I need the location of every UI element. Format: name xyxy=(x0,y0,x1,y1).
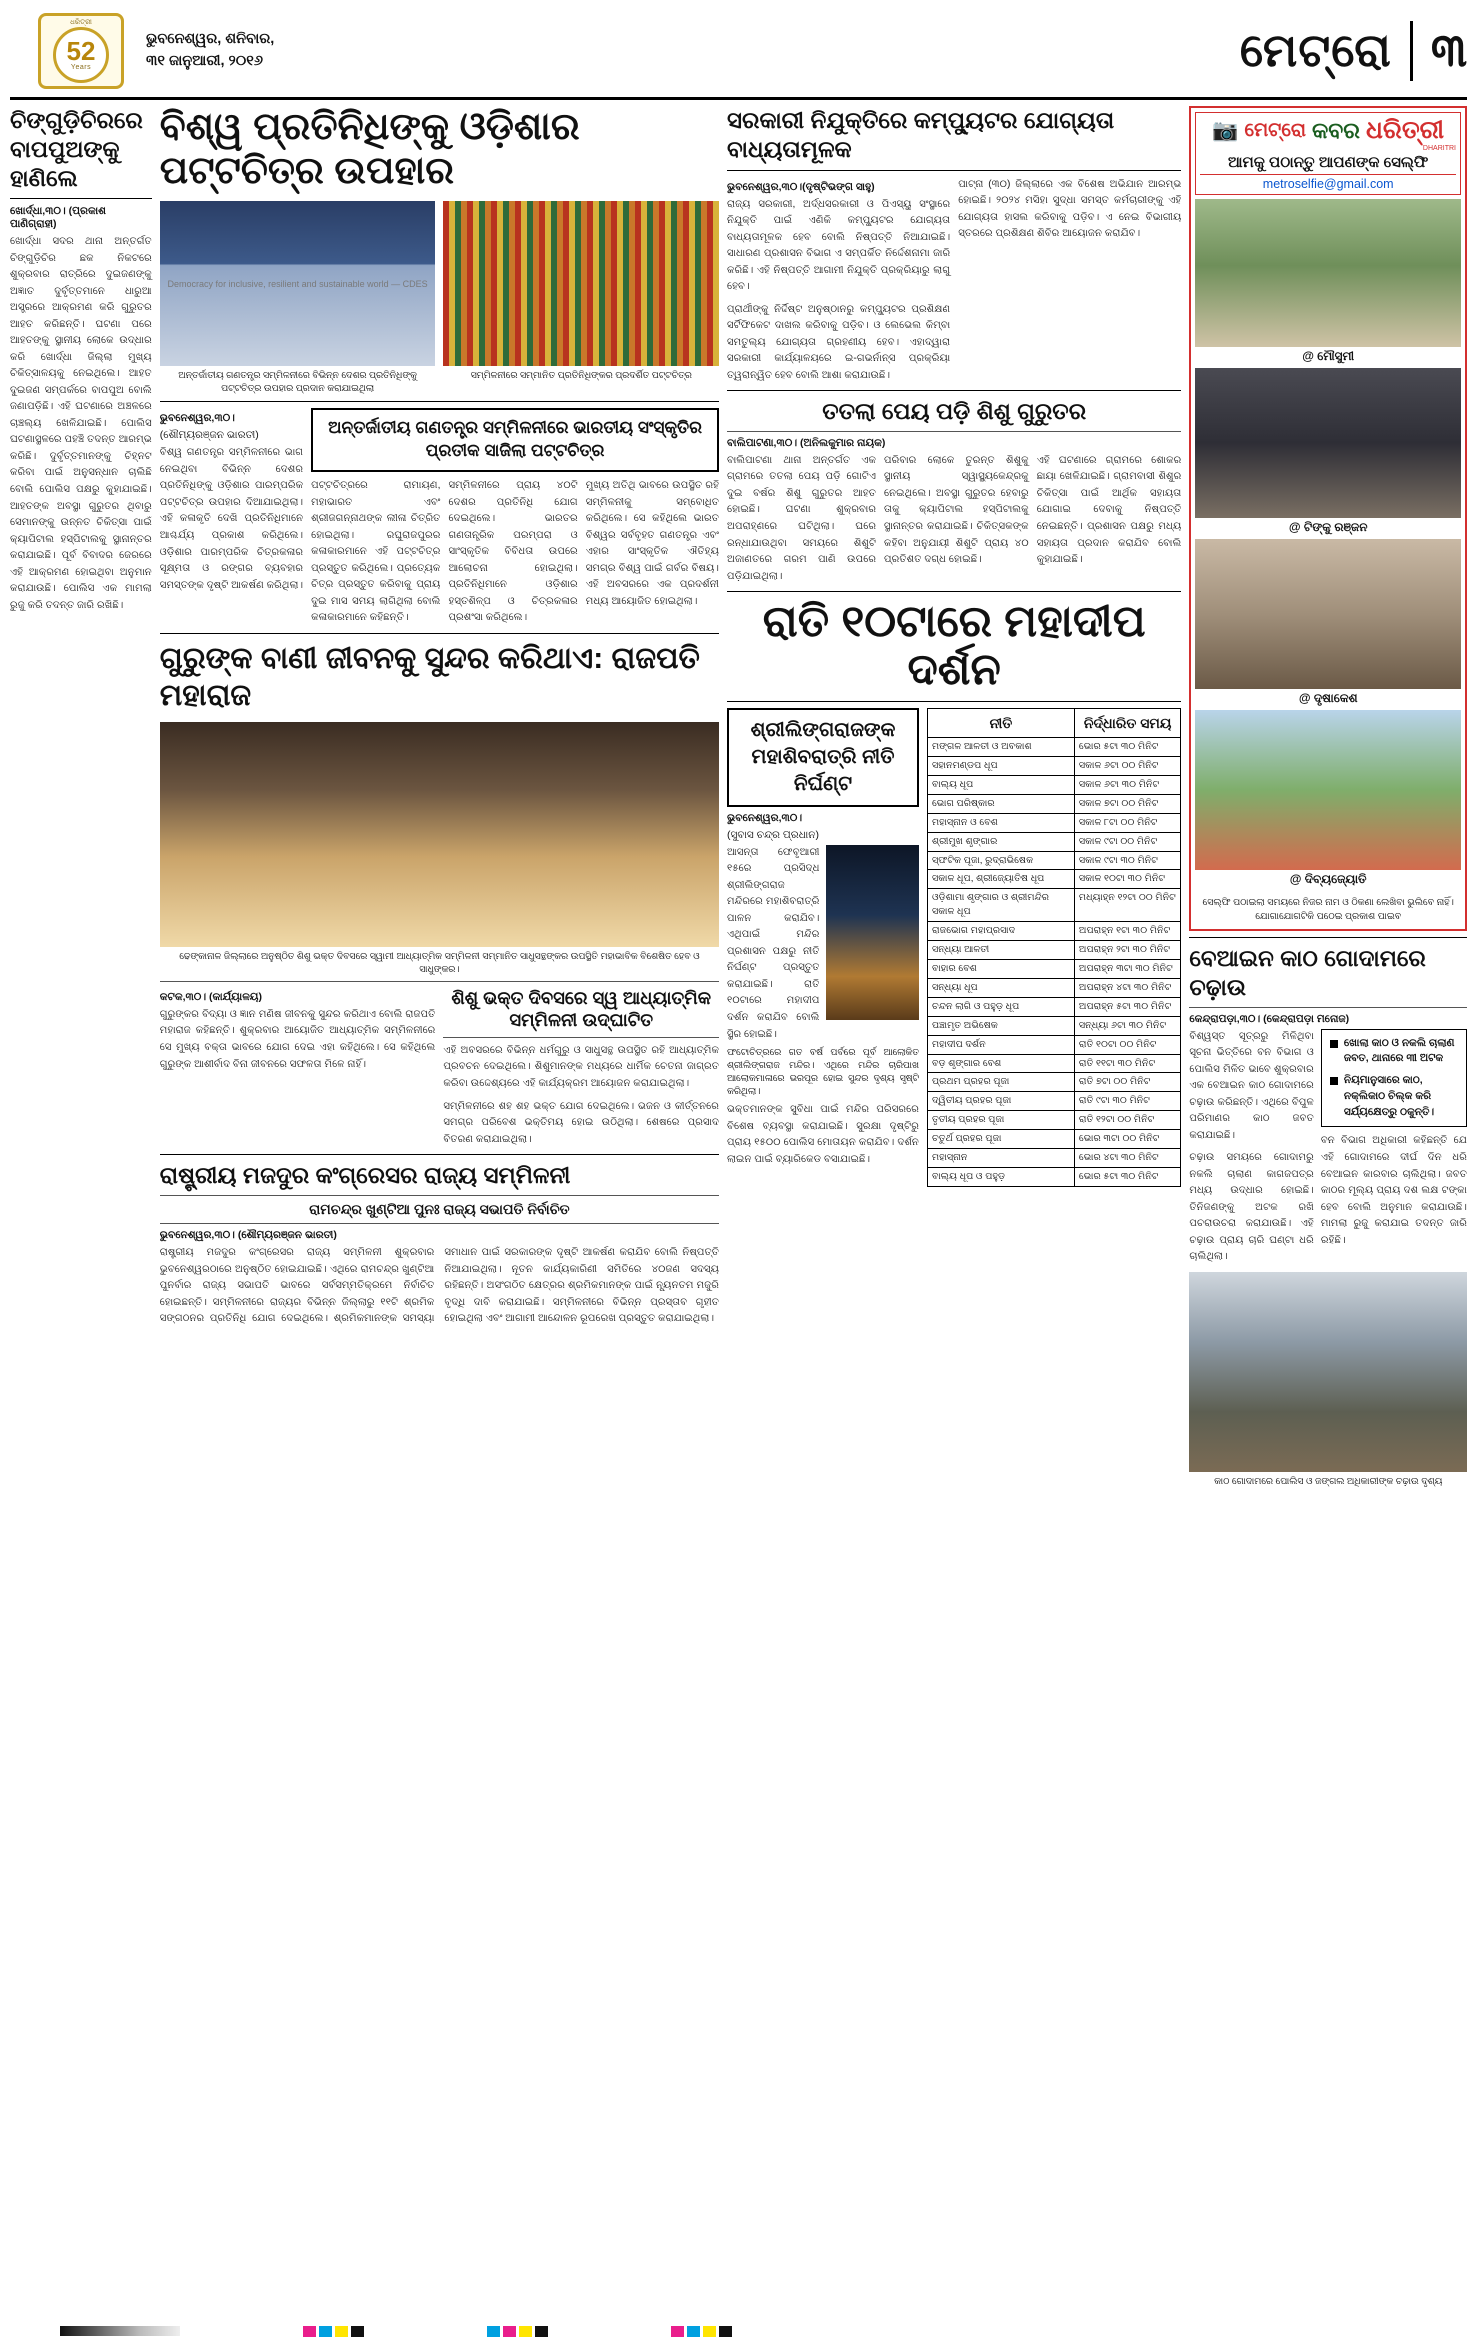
niti-table-row xyxy=(927,1016,1180,1035)
godown-bullet-1: ଖୋଲା କାଠ ଓ ନକଲି ଚାଲାଣ ଜବତ, ଥାନାରେ ୩ୀ ଅଟକ xyxy=(1343,1036,1455,1065)
niti-table-header-time: ନିର୍ଦ୍ଧାରିତ ସମୟ xyxy=(1074,708,1180,737)
mahadeep-headline: ରାତି ୧୦ଟାରେ ମହାଦୀପ ଦର୍ଶନ xyxy=(762,597,1146,695)
column-far-right xyxy=(1189,106,1467,1488)
niti-ritual-cell: ପଞ୍ଚାମୃତ ଅଭିଷେକ xyxy=(927,1016,1074,1035)
niti-ritual-cell: ପ୍ରଥମ ପ୍ରହର ପୂଜା xyxy=(927,1073,1074,1092)
swatch-black xyxy=(535,2326,548,2337)
niti-ritual-cell: ସନ୍ଧ୍ୟା ଧୂପ xyxy=(927,978,1074,997)
mahadeep-dateline-reporter: (ସୁବାସ ଚନ୍ଦ୍ର ପ୍ରଧାନ) xyxy=(727,828,819,841)
niti-time-cell: ରାତି ୧୦ଟା ୦୦ ମିନିଟ xyxy=(1074,1035,1180,1054)
godown-bullet-2: ନିୟମାନୁସାରେ କାଠ, ନକ୍‌ଲିକାଠ ଚିଲ୍‌କ କରି ସର୍ଯ୍ୟକ୍ଷେତ୍ରୁ ଠକୁନ୍ତି। xyxy=(1343,1074,1435,1118)
niti-time-cell: ସକାଳ ୯ଟା ୩୦ ମିନିଟ xyxy=(1074,851,1180,870)
niti-time-cell: ରାତି ୯ଟା ୩୦ ମିନିଟ xyxy=(1074,1092,1180,1111)
niti-time-cell: ଅପରାହ୍ନ ୨ଟା ୩୦ ମିନିଟ xyxy=(1074,941,1180,960)
guru-photo-caption: ଢେଙ୍କାନାଳ ଜିଲ୍ଲାରେ ଅନୁଷ୍ଠିତ ଶିଶୁ ଭକ୍ତ ଦିବସରେ ସ୍ୱାମୀ ଆଧ୍ୟାତ୍ମିକ ସମ୍ମିଳନୀ ସମ୍ମାନିତ ସାଧୁସନ୍ଥଙ୍କର ଉପସ୍ଥିତି ମହାଭାବିକ ବିଶେଷିତ ହେବ ଓ ସାଧୁଙ୍କର। xyxy=(179,950,700,974)
godown-bullet-box xyxy=(1321,1029,1467,1128)
niti-ritual-cell: ବାଲ୍ୟ ଧୂପ xyxy=(927,775,1074,794)
mahadeep-photo-caption: ଫଟୋଚିତ୍ରରେ ଗତ ବର୍ଷ ପର୍ବରେ ପୂର୍ବ ଆଲୋକିତ ଶ୍ରୀଲିଙ୍ଗରାଜ ମନ୍ଦିର। ଏଥିରେ ମନ୍ଦିର ଚାରିପାଖ ଆଲୋକମାଳାରେ ଭରପୂର ହୋଇ ସୁନ୍ଦର ଦୃଶ୍ୟ ସୃଷ୍ଟି କରିଥିଲା। xyxy=(727,1047,919,1097)
govtjob-dateline: ଭୁବନେଶ୍ୱର,୩୦।(ଦୃଷ୍ଟିଭଙ୍ଗ ସାହୁ) xyxy=(727,180,875,193)
selfie-photo-2 xyxy=(1195,368,1461,518)
swatch-yellow xyxy=(519,2326,532,2337)
selfie-header xyxy=(1195,112,1461,195)
niti-table-row xyxy=(927,794,1180,813)
niti-ritual-cell: ସ୍ଫଟିକ ପୂଜା, ରୁଦ୍ରାଭିଷେକ xyxy=(927,851,1074,870)
swatch-yellow xyxy=(703,2326,716,2337)
child-col-1: ବାଲିପାଟଣା ଥାନା ଅନ୍ତର୍ଗତ ଏକ ଗ୍ରାମରେ ତତଲା ପେୟ ପଡ଼ି ଗୋଟିଏ ଦୁଇ ବର୍ଷର ଶିଶୁ ଗୁରୁତର ଆହତ ହୋଇଛି। ଘଟଣା ଶୁକ୍ରବାର ଅପରାହ୍ଣରେ ଘଟିଥିଲା। ଘରେ ରନ୍ଧାଯାଉଥିବା ସମୟରେ ଶିଶୁଟି ଅଜାଣତରେ ଗରମ ପାଣି ଉପରେ ପଡ଼ିଯାଇଥିଲା। xyxy=(727,454,877,582)
niti-ritual-cell: ମହାଦୀପ ଦର୍ଶନ xyxy=(927,1035,1074,1054)
section-title: ମେଟ୍ରୋ xyxy=(1239,23,1392,76)
congress-sub-headline: ରାମଚନ୍ଦ୍ର ଖୁଣ୍ଟିଆ ପୁନଃ ରାଜ୍ୟ ସଭାପତି ନିର୍ବାଚିତ xyxy=(309,1200,570,1217)
child-dateline: ବାଲିପାଟଣା,୩୦। (ଅନିଲକୁମାର ନାୟକ) xyxy=(727,436,886,449)
niti-time-cell: ଭୋର ୫ଟା ୩୦ ମିନିଟ xyxy=(1074,1167,1180,1186)
godown-col-3: ବନ ବିଭାଗ ଅଧିକାରୀ କହିଛନ୍ତି ଯେ ଏହି ଗୋଦାମରେ ଦୀର୍ଘ ଦିନ ଧରି ବେଆଇନ କାରବାର ଚାଲିଥିଲା। ଜବତ କାଠର ମୂଲ୍ୟ ପ୍ରାୟ ଦଶ ଲକ୍ଷ ଟଙ୍କା ହେବ ବୋଲି ଅନୁମାନ କରାଯାଉଛି। ମାମଲା ରୁଜୁ କରାଯାଇ ତଦନ୍ତ ଜାରି ରହିଛି। xyxy=(1320,1135,1467,1246)
niti-ritual-cell: ସକାଳ ଧୂପ, ଶ୍ରୀଜ୍ୟୋତିଷ ଧୂପ xyxy=(927,870,1074,889)
lead-photo-conference-alt: Democracy for inclusive, resilient and sustainable world — CDES xyxy=(167,278,428,289)
lead-col-3: ସମ୍ମିଳନୀରେ ପ୍ରାୟ ୪୦ଟି ଦେଶର ପ୍ରତିନିଧି ଯୋଗ ଦେଇଥିଲେ। ଭାରତର ଗଣତାନ୍ତ୍ରିକ ପରମ୍ପରା ଓ ସାଂସ୍କୃତିକ ବିବିଧତା ଉପରେ ଆଲୋଚନା ହୋଇଥିଲା। ପ୍ରତିନିଧିମାନେ ଓଡ଼ିଶାର ହସ୍ତଶିଳ୍ପ ଓ ଚିତ୍ରକଳାର ପ୍ରଶଂସା କରିଥିଲେ। xyxy=(448,480,578,624)
mahadeep-dateline: ଭୁବନେଶ୍ୱର,୩୦। xyxy=(727,811,803,824)
camera-icon: 📷 xyxy=(1212,118,1239,142)
niti-ritual-cell: ଦ୍ୱିତୀୟ ପ୍ରହର ପୂଜା xyxy=(927,1092,1074,1111)
lead-text-block xyxy=(160,408,719,627)
page-number: ୩ xyxy=(1430,23,1467,76)
niti-time-cell: ମଧ୍ୟାହ୍ନ ୧୨ଟା ୦୦ ମିନିଟ xyxy=(1074,889,1180,922)
lead-photo1-caption: ଅନ୍ତର୍ଜାତୀୟ ଗଣତନ୍ତ୍ର ସମ୍ମିଳନୀରେ ବିଭିନ୍ନ ଦେଶର ପ୍ରତିନିଧିଙ୍କୁ ପଟ୍ଟଚିତ୍ର ଉପହାର ପ୍ରଦାନ କରାଯାଇଥିଲା xyxy=(178,370,417,394)
lead-col-2: ପଟ୍ଟଚିତ୍ରରେ ରାମାୟଣ, ମହାଭାରତ ଏବଂ ଶ୍ରୀଜଗନ୍ନାଥଙ୍କ ଲୀଳା ଚିତ୍ରିତ ହୋଇଥିଲା। ରଘୁରାଜପୁରର କଳାକାରମାନେ ଏହି ପଟ୍ଟଚିତ୍ର ପ୍ରସ୍ତୁତ କରିଥିଲେ। ପ୍ରତ୍ୟେକ ଚିତ୍ର ପ୍ରସ୍ତୁତ କରିବାକୁ ପ୍ରାୟ ଦୁଇ ମାସ ସମୟ ଲାଗିଥିଲା ବୋଲି କଳାକାରମାନେ କହିଛନ୍ତି। xyxy=(311,480,441,624)
swatch-cyan xyxy=(687,2326,700,2337)
selfie-name-4: @ ଦିବ୍ୟଜ୍ୟୋତି xyxy=(1289,872,1367,886)
niti-ritual-cell: ମହାସ୍ନାନ xyxy=(927,1149,1074,1168)
niti-table-header-ritual: ନୀତି xyxy=(927,708,1074,737)
niti-ritual-cell: ସନ୍ଧ୍ୟା ଆଳତୀ xyxy=(927,941,1074,960)
niti-ritual-cell: ସହାନମଣ୍ଡପ ଧୂପ xyxy=(927,757,1074,776)
niti-ritual-cell: ଓଡ଼ିଶାମା ଶୃଙ୍ଗାର ଓ ଶ୍ରୀମନ୍ଦିର ସକାଳ ଧୂପ xyxy=(927,889,1074,922)
logo-years: 52 xyxy=(66,36,96,66)
govtjob-col-2: ପ୍ରାର୍ଥୀଙ୍କୁ ନିର୍ଦ୍ଦିଷ୍ଟ ଅନୁଷ୍ଠାନରୁ କମ୍ପ୍ୟୁଟର ପ୍ରଶିକ୍ଷଣ ସର୍ଟିଫିକେଟ ଦାଖଲ କରିବାକୁ ପଡ଼ିବ। ଓ ଲେଭେଲ କିମ୍ବା ସମତୁଲ୍ୟ ଯୋଗ୍ୟତା ଗ୍ରହଣୀୟ ହେବ। ଏହାଦ୍ୱାରା ସରକାରୀ କାର୍ଯ୍ୟାଳୟରେ ଇ-ଗଭର୍ନାନ୍ସ ପ୍ରକ୍ରିୟା ତ୍ୱରାନ୍ୱିତ ହେବ ବୋଲି ଆଶା କରାଯାଉଛି। xyxy=(727,303,951,381)
niti-time-cell: ସକାଳ ୬ଟା ୦୦ ମିନିଟ xyxy=(1074,757,1180,776)
masthead-place: ଭୁବନେଶ୍ୱର, ଶନିବାର, xyxy=(146,30,275,47)
selfie-photo-1 xyxy=(1195,199,1461,347)
godown-photo xyxy=(1189,1272,1467,1472)
niti-time-cell: ସକାଳ ୧୦ଟା ୩୦ ମିନିଟ xyxy=(1074,870,1180,889)
niti-table-row xyxy=(927,870,1180,889)
story-chingudichira-headline: ଚିଙ୍ଗୁଡ଼ିଚିରରେ ବାପପୁଅଙ୍କୁ ହାଣିଲେ xyxy=(10,107,143,191)
niti-table-row xyxy=(927,978,1180,997)
niti-table-row xyxy=(927,757,1180,776)
selfie-photo-3 xyxy=(1195,539,1461,689)
niti-ritual-cell: ଭୋଗ ପରିଷ୍କାର xyxy=(927,794,1074,813)
child-col-3: ଏହି ଘଟଣାରେ ଗ୍ରାମରେ ଶୋକର ଛାୟା ଖେଳିଯାଇଛି। ଗ୍ରାମବାସୀ ଶିଶୁର ଚିକିତ୍ସା ପାଇଁ ଆର୍ଥିକ ସହାୟତା ଯୋଗାଇ ଦେବାକୁ ନିଷ୍ପତ୍ତି ନେଇଛନ୍ତି। ପ୍ରଶାସନ ପକ୍ଷରୁ ମଧ୍ୟ ସହାୟତା ପ୍ରଦାନ କରାଯିବ ବୋଲି କୁହାଯାଇଛି। xyxy=(1036,454,1182,566)
color-swatches-3 xyxy=(668,2326,732,2337)
selfie-note: ସେଲ୍‌ଫି ପଠାଇଲା ସମୟରେ ନିଜର ନାମ ଓ ଠିକଣା ଲେଖିବା ଭୁଲିବେ ନାହିଁ। ଯୋଗାଯୋଗଟିକି ପଠେଇ ପ୍ରକାଶ ପାଇବ xyxy=(1202,896,1454,922)
guru-body-3: ସମ୍ମିଳନୀରେ ଶହ ଶହ ଭକ୍ତ ଯୋଗ ଦେଇଥିଲେ। ଭଜନ ଓ କୀର୍ତ୍ତନରେ ସମଗ୍ର ପରିବେଶ ଭକ୍ତିମୟ ହୋଇ ଉଠିଥିଲା। ଶେଷରେ ପ୍ରସାଦ ବିତରଣ କରାଯାଇଥିଲା। xyxy=(443,1100,720,1145)
niti-table-row xyxy=(927,832,1180,851)
niti-time-cell: ସକାଳ ୭ଟା ୦୦ ମିନିଟ xyxy=(1074,794,1180,813)
godown-headline: ବେଆଇନ କାଠ ଗୋଦାମରେ ଚଢ଼ାଉ xyxy=(1189,945,1426,1000)
niti-table-row xyxy=(927,775,1180,794)
lead-photo-conference xyxy=(160,201,436,366)
swatch-black xyxy=(351,2326,364,2337)
congress-dateline: ଭୁବନେଶ୍ୱର,୩୦। (ଶୌମ୍ୟରଞ୍ଜନ ଭାରତୀ) xyxy=(159,1229,337,1242)
niti-ritual-cell: ମଙ୍ଗଳ ଆଳତୀ ଓ ଅବକାଶ xyxy=(927,738,1074,757)
child-col-2: ପରିବାର ଲୋକେ ତୁରନ୍ତ ଶିଶୁକୁ ସ୍ଥାନୀୟ ସ୍ୱାସ୍ଥ୍ୟକେନ୍ଦ୍ରକୁ ନେଇଥିଲେ। ଅବସ୍ଥା ଗୁରୁତର ହେବାରୁ ତାକୁ କ୍ୟାପିଟାଲ ହସ୍ପିଟାଲକୁ ସ୍ଥାନାନ୍ତର କରାଯାଇଛି। ଚିକିତ୍ସକଙ୍କ କହିବା ଅନୁଯାୟୀ ଶିଶୁଟି ପ୍ରାୟ ୪୦ ପ୍ରତିଶତ ଦଗ୍ଧ ହୋଇଛି। xyxy=(884,454,1029,566)
swatch-black xyxy=(719,2326,732,2337)
niti-time-cell: ଅପରାହ୍ନ ୩ଟା ୩୦ ମିନିଟ xyxy=(1074,960,1180,979)
guru-photo xyxy=(160,722,719,947)
niti-time-cell: ରାତି ୭ଟା ୦୦ ମିନିଟ xyxy=(1074,1073,1180,1092)
niti-table-row xyxy=(927,1111,1180,1130)
niti-table-row xyxy=(927,997,1180,1016)
guru-body-2: ଏହି ଅବସରରେ ବିଭିନ୍ନ ଧର୍ମଗୁରୁ ଓ ସାଧୁସନ୍ଥ ଉପସ୍ଥିତ ରହି ଆଧ୍ୟାତ୍ମିକ ପ୍ରବଚନ ଦେଇଥିଲେ। ଶିଶୁମାନଙ୍କ ମଧ୍ୟରେ ଧାର୍ମିକ ଚେତନା ଜାଗ୍ରତ କରିବା ଉଦ୍ଦେଶ୍ୟରେ ଏହି କାର୍ଯ୍ୟକ୍ରମ ଆୟୋଜନ କରାଯାଇଥିଲା। xyxy=(443,1044,720,1089)
niti-time-cell: ଭୋର ୩ଟା ୦୦ ମିନିଟ xyxy=(1074,1130,1180,1149)
niti-ritual-cell: ଶ୍ରୀମୁଖ ଶୃଙ୍ଗାର xyxy=(927,832,1074,851)
lead-photo-row xyxy=(160,201,719,395)
metro-selfie-panel xyxy=(1189,106,1467,931)
column-center-right xyxy=(727,106,1181,1488)
print-registration-bar xyxy=(0,2323,1477,2339)
lead-dateline: ଭୁବନେଶ୍ୱର,୩୦। xyxy=(159,412,235,425)
lead-box-headline: ଅନ୍ତର୍ଜାତୀୟ ଗଣତନ୍ତ୍ର ସମ୍ମିଳନୀରେ ଭାରତୀୟ ସଂସ୍କୃତିର ପ୍ରତୀକ ସାଜିଲା ପଟ୍ଟଚିତ୍ର xyxy=(311,408,719,472)
niti-table-row xyxy=(927,960,1180,979)
guru-headline: ଗୁରୁଙ୍କ ବାଣୀ ଜୀବନକୁ ସୁନ୍ଦର କରିଥାଏ: ରାଜପତି ମହାରାଜ xyxy=(159,641,700,713)
govtjob-col-1: ରାଜ୍ୟ ସରକାରୀ, ଅର୍ଦ୍ଧସରକାରୀ ଓ ପିଏସ୍‌ୟୁ ସଂସ୍ଥାରେ ନିଯୁକ୍ତି ପାଇଁ ଏଣିକି କମ୍ପ୍ୟୁଟର ଯୋଗ୍ୟତା ବାଧ୍ୟତାମୂଳକ ହେବ ବୋଲି ନିଷ୍ପତ୍ତି ନିଆଯାଇଛି। ସାଧାରଣ ପ୍ରଶାସନ ବିଭାଗ ଏ ସମ୍ପର୍କିତ ନିର୍ଦ୍ଦେଶନାମା ଜାରି କରିଛି। ଏହି ନିଷ୍ପତ୍ତି ଆଗାମୀ ନିଯୁକ୍ତି ପ୍ରକ୍ରିୟାରୁ ଲାଗୁ ହେବ। xyxy=(727,198,951,293)
niti-time-cell: ସକାଳ ୬ଟା ୩୦ ମିନିଟ xyxy=(1074,775,1180,794)
masthead-date: ୩୧ ଜାନୁଆରୀ, ୨୦୧୬ xyxy=(146,52,263,69)
mahadeep-body-1: ଆସନ୍ତା ଫେବୃଆରୀ ୧୫ରେ ପ୍ରସିଦ୍ଧ ଶ୍ରୀଲିଙ୍ଗରାଜ ମନ୍ଦିରରେ ମହାଶିବରାତ୍ରି ପାଳନ କରାଯିବ। ଏଥିପାଇଁ ମନ୍ଦିର ପ୍ରଶାସନ ପକ୍ଷରୁ ନୀତି ନିର୍ଘଣ୍ଟ ପ୍ରସ୍ତୁତ କରାଯାଇଛି। ରାତି ୧୦ଟାରେ ମହାଦୀପ ଦର୍ଶନ କରାଯିବ ବୋଲି ସ୍ଥିର ହୋଇଛି। xyxy=(727,846,820,1040)
lead-col-1: ବିଶ୍ୱ ଗଣତନ୍ତ୍ର ସମ୍ମିଳନୀରେ ଭାଗ ନେଇଥିବା ବିଭିନ୍ନ ଦେଶର ପ୍ରତିନିଧିଙ୍କୁ ଓଡ଼ିଶାର ପାରମ୍ପରିକ ପଟ୍ଟଚିତ୍ର ଉପହାର ଦିଆଯାଇଥିଲା। ଏହି କଳାକୃତି ଦେଖି ପ୍ରତିନିଧିମାନେ ଆଶ୍ଚର୍ଯ୍ୟ ପ୍ରକାଶ କରିଥିଲେ। ଓଡ଼ିଶାର ପାରମ୍ପରିକ ଚିତ୍ରକଳାର ସୂକ୍ଷ୍ମତା ଓ ରଙ୍ଗର ବ୍ୟବହାର ସମସ୍ତଙ୍କ ଦୃଷ୍ଟି ଆକର୍ଷଣ କରିଥିଲା। xyxy=(159,447,304,591)
child-headline: ତତଲା ପେୟ ପଡ଼ି ଶିଶୁ ଗୁରୁତର xyxy=(822,398,1087,425)
logo-ring xyxy=(53,27,109,83)
niti-table-row xyxy=(927,1092,1180,1111)
godown-dateline: କେନ୍ଦ୍ରାପଡ଼ା,୩୦। (କେନ୍ଦ୍ରାପଡ଼ା ମନୋଜ) xyxy=(1189,1012,1350,1025)
niti-table-row xyxy=(927,1073,1180,1092)
niti-table-row xyxy=(927,1054,1180,1073)
selfie-email[interactable]: metroselfie@gmail.com xyxy=(1200,174,1456,191)
lead-dateline-reporter: (ଶୌମ୍ୟରଞ୍ଜନ ଭାରତୀ) xyxy=(159,429,259,442)
story-chingudichira-body: ଖୋର୍ଦ୍ଧା ସଦର ଥାନା ଅନ୍ତର୍ଗତ ଚିଙ୍ଗୁଡ଼ିଚିର ଛକ ନିକଟରେ ଶୁକ୍ରବାର ରାତ୍ରିରେ ଦୁଇଜଣଙ୍କୁ ଅଜ୍ଞାତ ଦୁର୍ବୃତ୍ତମାନେ ଧାରୁଆ ଅସ୍ତ୍ରରେ ଆକ୍ରମଣ କରି ଗୁରୁତର ଆହତ କରିଛନ୍ତି। ଘଟଣା ପରେ ଆହତଙ୍କୁ ସ୍ଥାନୀୟ ଲୋକେ ଉଦ୍ଧାର କରି ଖୋର୍ଦ୍ଧା ଜିଲ୍ଲା ମୁଖ୍ୟ ଚିକିତ୍ସାଳୟକୁ ନେଇଥିଲେ। ଆହତ ଦୁଇଜଣ ସମ୍ପର୍କରେ ବାପପୁଅ ବୋଲି ଜଣାପଡ଼ିଛି। ଏହି ଘଟଣାରେ ଅଞ୍ଚଳରେ ଚାଞ୍ଚଲ୍ୟ ଖେଳିଯାଇଛି। ପୋଲିସ ଘଟଣାସ୍ଥଳରେ ପହଞ୍ଚି ତଦନ୍ତ ଆରମ୍ଭ କରିଛି। ଦୁର୍ବୃତ୍ତମାନଙ୍କୁ ଚିହ୍ନଟ କରିବା ପାଇଁ ଅନୁସନ୍ଧାନ ଚାଲିଛି ବୋଲି ପୋଲିସ ପକ୍ଷରୁ କୁହାଯାଇଛି। ଆହତଙ୍କ ଅବସ୍ଥା ଗୁରୁତର ଥିବାରୁ ସେମାନଙ୍କୁ ଉନ୍ନତ ଚିକିତ୍ସା ପାଇଁ କ୍ୟାପିଟାଲ ହସ୍ପିଟାଲକୁ ସ୍ଥାନାନ୍ତର କରାଯାଇଛି। ପୂର୍ବ ବିବାଦର ଜେରରେ ଏହି ଆକ୍ରମଣ ହୋଇଥିବା ଅନୁମାନ କରାଯାଉଛି। ପୋଲିସ ଏକ ମାମଲା ରୁଜୁ କରି ତଦନ୍ତ ଜାରି ରଖିଛି। xyxy=(10,236,152,611)
bullet-square-icon xyxy=(1330,1040,1338,1048)
govtjob-col-3: ପାଟ୍‌ନା (୩୦) ଜିଲ୍ଲାରେ ଏକ ବିଶେଷ ଅଭିଯାନ ଆରମ୍ଭ ହୋଇଛି। ୨୦୨୪ ମସିହା ସୁଦ୍ଧା ସମସ୍ତ କର୍ମଚାରୀଙ୍କୁ ଏହି ଯୋଗ୍ୟତା ହାସଲ କରିବାକୁ ପଡ଼ିବ। ଏ ନେଇ ବିଭାଗୀୟ ସ୍ତରରେ ପ୍ରଶିକ୍ଷଣ ଶିବିର ଆୟୋଜନ କରାଯିବ। xyxy=(958,178,1182,240)
niti-ritual-cell: ବାହାର ବେଶ xyxy=(927,960,1074,979)
swatch-yellow xyxy=(335,2326,348,2337)
niti-time-cell: ସକାଳ ୮ଟା ୦୦ ମିନିଟ xyxy=(1074,813,1180,832)
logo-top-text: ଧରିତ୍ରୀ xyxy=(70,18,92,26)
niti-ritual-cell: ମହାସ୍ନାନ ଓ ବେଶ xyxy=(927,813,1074,832)
niti-time-cell: ଭୋର ୪ଟା ୩୦ ମିନିଟ xyxy=(1074,1149,1180,1168)
niti-time-cell: ଅପରାହ୍ନ ୫ଟା ୩୦ ମିନିଟ xyxy=(1074,997,1180,1016)
column-left xyxy=(10,106,152,1488)
niti-table-row xyxy=(927,851,1180,870)
guru-sub-headline: ଶିଶୁ ଭକ୍ତ ଦିବସରେ ସ୍ୱ ଆଧ୍ୟାତ୍ମିକ ସମ୍ମିଳନୀ ଉଦ୍‌ଘାଟିତ xyxy=(451,987,712,1031)
page-body xyxy=(10,106,1467,1488)
niti-table-row xyxy=(927,922,1180,941)
niti-time-cell: ସନ୍ଧ୍ୟା ୬ଟା ୩୦ ମିନିଟ xyxy=(1074,1016,1180,1035)
selfie-brand-kobor: କବର xyxy=(1311,117,1360,143)
niti-table-row xyxy=(927,1167,1180,1186)
swatch-magenta xyxy=(503,2326,516,2337)
logo-years-label: Years xyxy=(70,64,92,71)
lead-photo-pattachitra xyxy=(443,201,719,366)
selfie-name-2: @ ଟିଙ୍କୁ ରଞ୍ଜନ xyxy=(1288,520,1368,534)
niti-table-row xyxy=(927,813,1180,832)
mahadeep-photo-temple xyxy=(826,845,918,1020)
publication-logo xyxy=(38,13,124,89)
godown-col-2: ଚଢ଼ାଉ ସମୟରେ ଗୋଦାମରୁ ନକଲି ଚାଲାଣ କାଗଜପତ୍ର ମଧ୍ୟ ଉଦ୍ଧାର ହୋଇଛି। ତିନିଜଣଙ୍କୁ ଅଟକ ରଖି ପଚରାଉଚରା କରାଯାଉଛି। ଏହି ଚଢ଼ାଉ ପ୍ରାୟ ଚାରି ଘଣ୍ଟା ଧରି ଚାଲିଥିଲା। xyxy=(1189,1152,1314,1263)
selfie-entry xyxy=(1195,368,1461,539)
govtjob-headline: ସରକାରୀ ନିଯୁକ୍ତିରେ କମ୍ପ୍ୟୁଟର ଯୋଗ୍ୟତା ବାଧ୍ୟତାମୂଳକ xyxy=(727,107,1115,162)
selfie-entry xyxy=(1195,710,1461,891)
niti-table-row xyxy=(927,1130,1180,1149)
niti-ritual-cell: ଚନ୍ଦନ ଲାଗି ଓ ପହୁଡ଼ ଧୂପ xyxy=(927,997,1074,1016)
guru-body-1: ଗୁରୁଙ୍କର ବିଦ୍ୟା ଓ ଜ୍ଞାନ ମଣିଷ ଜୀବନକୁ ସୁନ୍ଦର କରିଥାଏ ବୋଲି ରାଜପତି ମହାରାଜ କହିଛନ୍ତି। ଶୁକ୍ରବାର ଆୟୋଜିତ ଆଧ୍ୟାତ୍ମିକ ସମ୍ମିଳନୀରେ ସେ ମୁଖ୍ୟ ବକ୍ତା ଭାବରେ ଯୋଗ ଦେଇ ଏହା କହିଥିଲେ। ସେ କହିଥିଲେ ଗୁରୁଙ୍କ ଆଶୀର୍ବାଦ ବିନା ଜୀବନରେ ସଫଳତା ମିଳେ ନାହିଁ। xyxy=(159,1008,436,1070)
bullet-square-icon xyxy=(1330,1077,1338,1085)
niti-ritual-cell: ରାଜଭୋଗ ମହାପ୍ରସାଦ xyxy=(927,922,1074,941)
selfie-brand-metro: ମେଟ୍ରୋ xyxy=(1244,119,1306,141)
selfie-name-3: @ ଦୃଷାକେଶ xyxy=(1298,691,1358,705)
congress-headline: ରାଷ୍ଟ୍ରୀୟ ମଜଦୁର କଂଗ୍ରେସର ରାଜ୍ୟ ସମ୍ମିଳନୀ xyxy=(159,1162,571,1189)
selfie-photo-4 xyxy=(1195,710,1461,870)
lead-col-4: ମୁଖ୍ୟ ଅତିଥି ଭାବରେ ଉପସ୍ଥିତ ରହି ସମ୍ମିଳନୀକୁ ସମ୍ବୋଧିତ କରିଥିଲେ। ସେ କହିଥିଲେ ଭାରତ ବିଶ୍ୱର ସର୍ବବୃହତ ଗଣତନ୍ତ୍ର ଏବଂ ଏହାର ସାଂସ୍କୃତିକ ଐତିହ୍ୟ ସମଗ୍ର ବିଶ୍ୱ ପାଇଁ ଗର୍ବର ବିଷୟ। ଏହି ଅବସରରେ ଏକ ପ୍ରଦର୍ଶନୀ ମଧ୍ୟ ଆୟୋଜିତ ହୋଇଥିଲା। xyxy=(585,480,720,607)
niti-table-row xyxy=(927,1149,1180,1168)
lead-headline: ବିଶ୍ୱ ପ୍ରତିନିଧିଙ୍କୁ ଓଡ଼ିଶାର ପଟ୍ଟଚିତ୍ର ଉପହାର xyxy=(159,106,580,192)
niti-table-row xyxy=(927,941,1180,960)
color-swatches-2 xyxy=(484,2326,548,2337)
selfie-entry xyxy=(1195,199,1461,368)
niti-table-body xyxy=(927,738,1180,1187)
niti-ritual-cell: ବାଲ୍ୟ ଧୂପ ଓ ପହୁଡ଼ xyxy=(927,1167,1074,1186)
selfie-tagline: ଆମକୁ ପଠାନ୍ତୁ ଆପଣଙ୍କ ସେଲ୍‌ଫି xyxy=(1228,154,1429,171)
niti-time-cell: ସକାଳ ୯ଟା ୦୦ ମିନିଟ xyxy=(1074,832,1180,851)
niti-ritual-cell: ଚତୁର୍ଥ ପ୍ରହର ପୂଜା xyxy=(927,1130,1074,1149)
guru-dateline: କଟକ,୩୦। (କାର୍ଯ୍ୟାଳୟ) xyxy=(159,990,262,1003)
niti-time-cell: ଅପରାହ୍ନ ୪ଟା ୩୦ ମିନିଟ xyxy=(1074,978,1180,997)
niti-table-row xyxy=(927,889,1180,922)
selfie-entry xyxy=(1195,539,1461,710)
swatch-magenta xyxy=(671,2326,684,2337)
grayscale-strip xyxy=(60,2326,180,2336)
selfie-brand-dharitri-sub: DHARITRI xyxy=(1422,145,1456,152)
niti-table-row xyxy=(927,738,1180,757)
selfie-brand-dharitri: ଧରିତ୍ରୀ xyxy=(1365,116,1445,144)
mahadeep-niti-table xyxy=(927,708,1181,1187)
swatch-cyan xyxy=(487,2326,500,2337)
masthead-dateline xyxy=(146,29,274,73)
niti-time-cell: ରାତି ୧୧ଟା ୩୦ ମିନିଟ xyxy=(1074,1054,1180,1073)
congress-body: ରାଷ୍ଟ୍ରୀୟ ମଜଦୁର କଂଗ୍ରେସର ରାଜ୍ୟ ସମ୍ମିଳନୀ ଶୁକ୍ରବାର ଭୁବନେଶ୍ୱରଠାରେ ଅନୁଷ୍ଠିତ ହୋଇଯାଇଛି। ଏଥିରେ ରାମଚନ୍ଦ୍ର ଖୁଣ୍ଟିଆ ପୁନର୍ବାର ରାଜ୍ୟ ସଭାପତି ଭାବରେ ସର୍ବସମ୍ମତିକ୍ରମେ ନିର୍ବାଚିତ ହୋଇଛନ୍ତି। ସମ୍ମିଳନୀରେ ରାଜ୍ୟର ବିଭିନ୍ନ ଜିଲ୍ଲାରୁ ୧୧ଟି ଶ୍ରମିକ ସଙ୍ଗଠନର ପ୍ରତିନିଧି ଯୋଗ ଦେଇଥିଲେ। ଶ୍ରମିକମାନଙ୍କ ସମସ୍ୟା ସମାଧାନ ପାଇଁ ସରକାରଙ୍କ ଦୃଷ୍ଟି ଆକର୍ଷଣ କରାଯିବ ବୋଲି ନିଷ୍ପତ୍ତି ନିଆଯାଇଥିଲା। ନୂତନ କାର୍ଯ୍ୟକାରିଣୀ ସମିତିରେ ୪୦ଜଣ ସଦସ୍ୟ ରହିଛନ୍ତି। ଅସଂଗଠିତ କ୍ଷେତ୍ରର ଶ୍ରମିକମାନଙ୍କ ପାଇଁ ନ୍ୟୂନତମ ମଜୁରି ବୃଦ୍ଧି ଦାବି କରାଯାଇଛି। ସମ୍ମିଳନୀରେ ବିଭିନ୍ନ ପ୍ରସ୍ତାବ ଗୃହୀତ ହୋଇଥିଲା ଏବଂ ଆଗାମୀ ଆନ୍ଦୋଳନ ରୂପରେଖ ପ୍ରସ୍ତୁତ କରାଯାଇଥିଲା। xyxy=(159,1247,720,1325)
niti-time-cell: ଅପରାହ୍ନ ୧ଟା ୩୦ ମିନିଟ xyxy=(1074,922,1180,941)
godown-bullet-item xyxy=(1330,1036,1458,1068)
masthead xyxy=(10,8,1467,100)
niti-time-cell: ରାତି ୧୨ଟା ୦୦ ମିନିଟ xyxy=(1074,1111,1180,1130)
selfie-name-1: @ ମୌସୁମୀ xyxy=(1302,349,1355,363)
masthead-divider xyxy=(1410,21,1413,81)
lead-photo2-caption: ସମ୍ମିଳନୀରେ ସମ୍ମାନିତ ପ୍ରତିନିଧିଙ୍କର ପ୍ରଦର୍ଶିତ ପଟ୍ଟଚିତ୍ର xyxy=(470,370,692,381)
mahadeep-body-2: ଭକ୍ତମାନଙ୍କ ସୁବିଧା ପାଇଁ ମନ୍ଦିର ପରିସରରେ ବିଶେଷ ବ୍ୟବସ୍ଥା କରାଯାଇଛି। ସୁରକ୍ଷା ଦୃଷ୍ଟିରୁ ପ୍ରାୟ ୧୫୦୦ ପୋଲିସ ମୋତାୟନ କରାଯିବ। ଦର୍ଶନ ଲାଇନ ପାଇଁ ବ୍ୟାରିକେଡ ବସାଯାଇଛି। xyxy=(727,1104,919,1165)
niti-ritual-cell: ବଡ଼ ଶୃଙ୍ଗାର ବେଶ xyxy=(927,1054,1074,1073)
godown-col-1: ବିଶ୍ୱସ୍ତ ସୂତ୍ରରୁ ମିଳିଥିବା ସୂଚନା ଭିତ୍ତିରେ ବନ ବିଭାଗ ଓ ପୋଲିସ ମିଳିତ ଭାବେ ଶୁକ୍ରବାର ଏକ ବେଆଇନ କାଠ ଗୋଦାମରେ ଚଢ଼ାଉ କରିଛନ୍ତି। ଏଥିରେ ବିପୁଳ ପରିମାଣର କାଠ ଜବତ କରାଯାଇଛି। xyxy=(1189,1030,1314,1141)
masthead-right xyxy=(1240,21,1467,81)
swatch-cyan xyxy=(319,2326,332,2337)
mahadeep-box-headline: ଶ୍ରୀଲିଙ୍ଗରାଜଙ୍କ ମହାଶିବରାତ୍ରି ନୀତି ନିର୍ଘଣ୍ଟ xyxy=(727,708,919,807)
niti-time-cell: ଭୋର ୫ଟା ୩୦ ମିନିଟ xyxy=(1074,738,1180,757)
niti-ritual-cell: ତୃତୀୟ ପ୍ରହର ପୂଜା xyxy=(927,1111,1074,1130)
color-swatches-1 xyxy=(300,2326,364,2337)
swatch-magenta xyxy=(303,2326,316,2337)
column-center-left xyxy=(160,106,719,1488)
godown-photo-caption: କାଠ ଗୋଦାମରେ ପୋଲିସ ଓ ଜଙ୍ଗଲ ଅଧିକାରୀଙ୍କ ଚଢ଼ାଉ ଦୃଶ୍ୟ xyxy=(1214,1475,1443,1486)
story-chingudichira-dateline: ଖୋର୍ଦ୍ଧା,୩୦। (ପ୍ରକାଶ ପାଣିଗ୍ରାହୀ) xyxy=(10,205,106,231)
niti-table-row xyxy=(927,1035,1180,1054)
godown-bullet-item xyxy=(1330,1073,1458,1120)
